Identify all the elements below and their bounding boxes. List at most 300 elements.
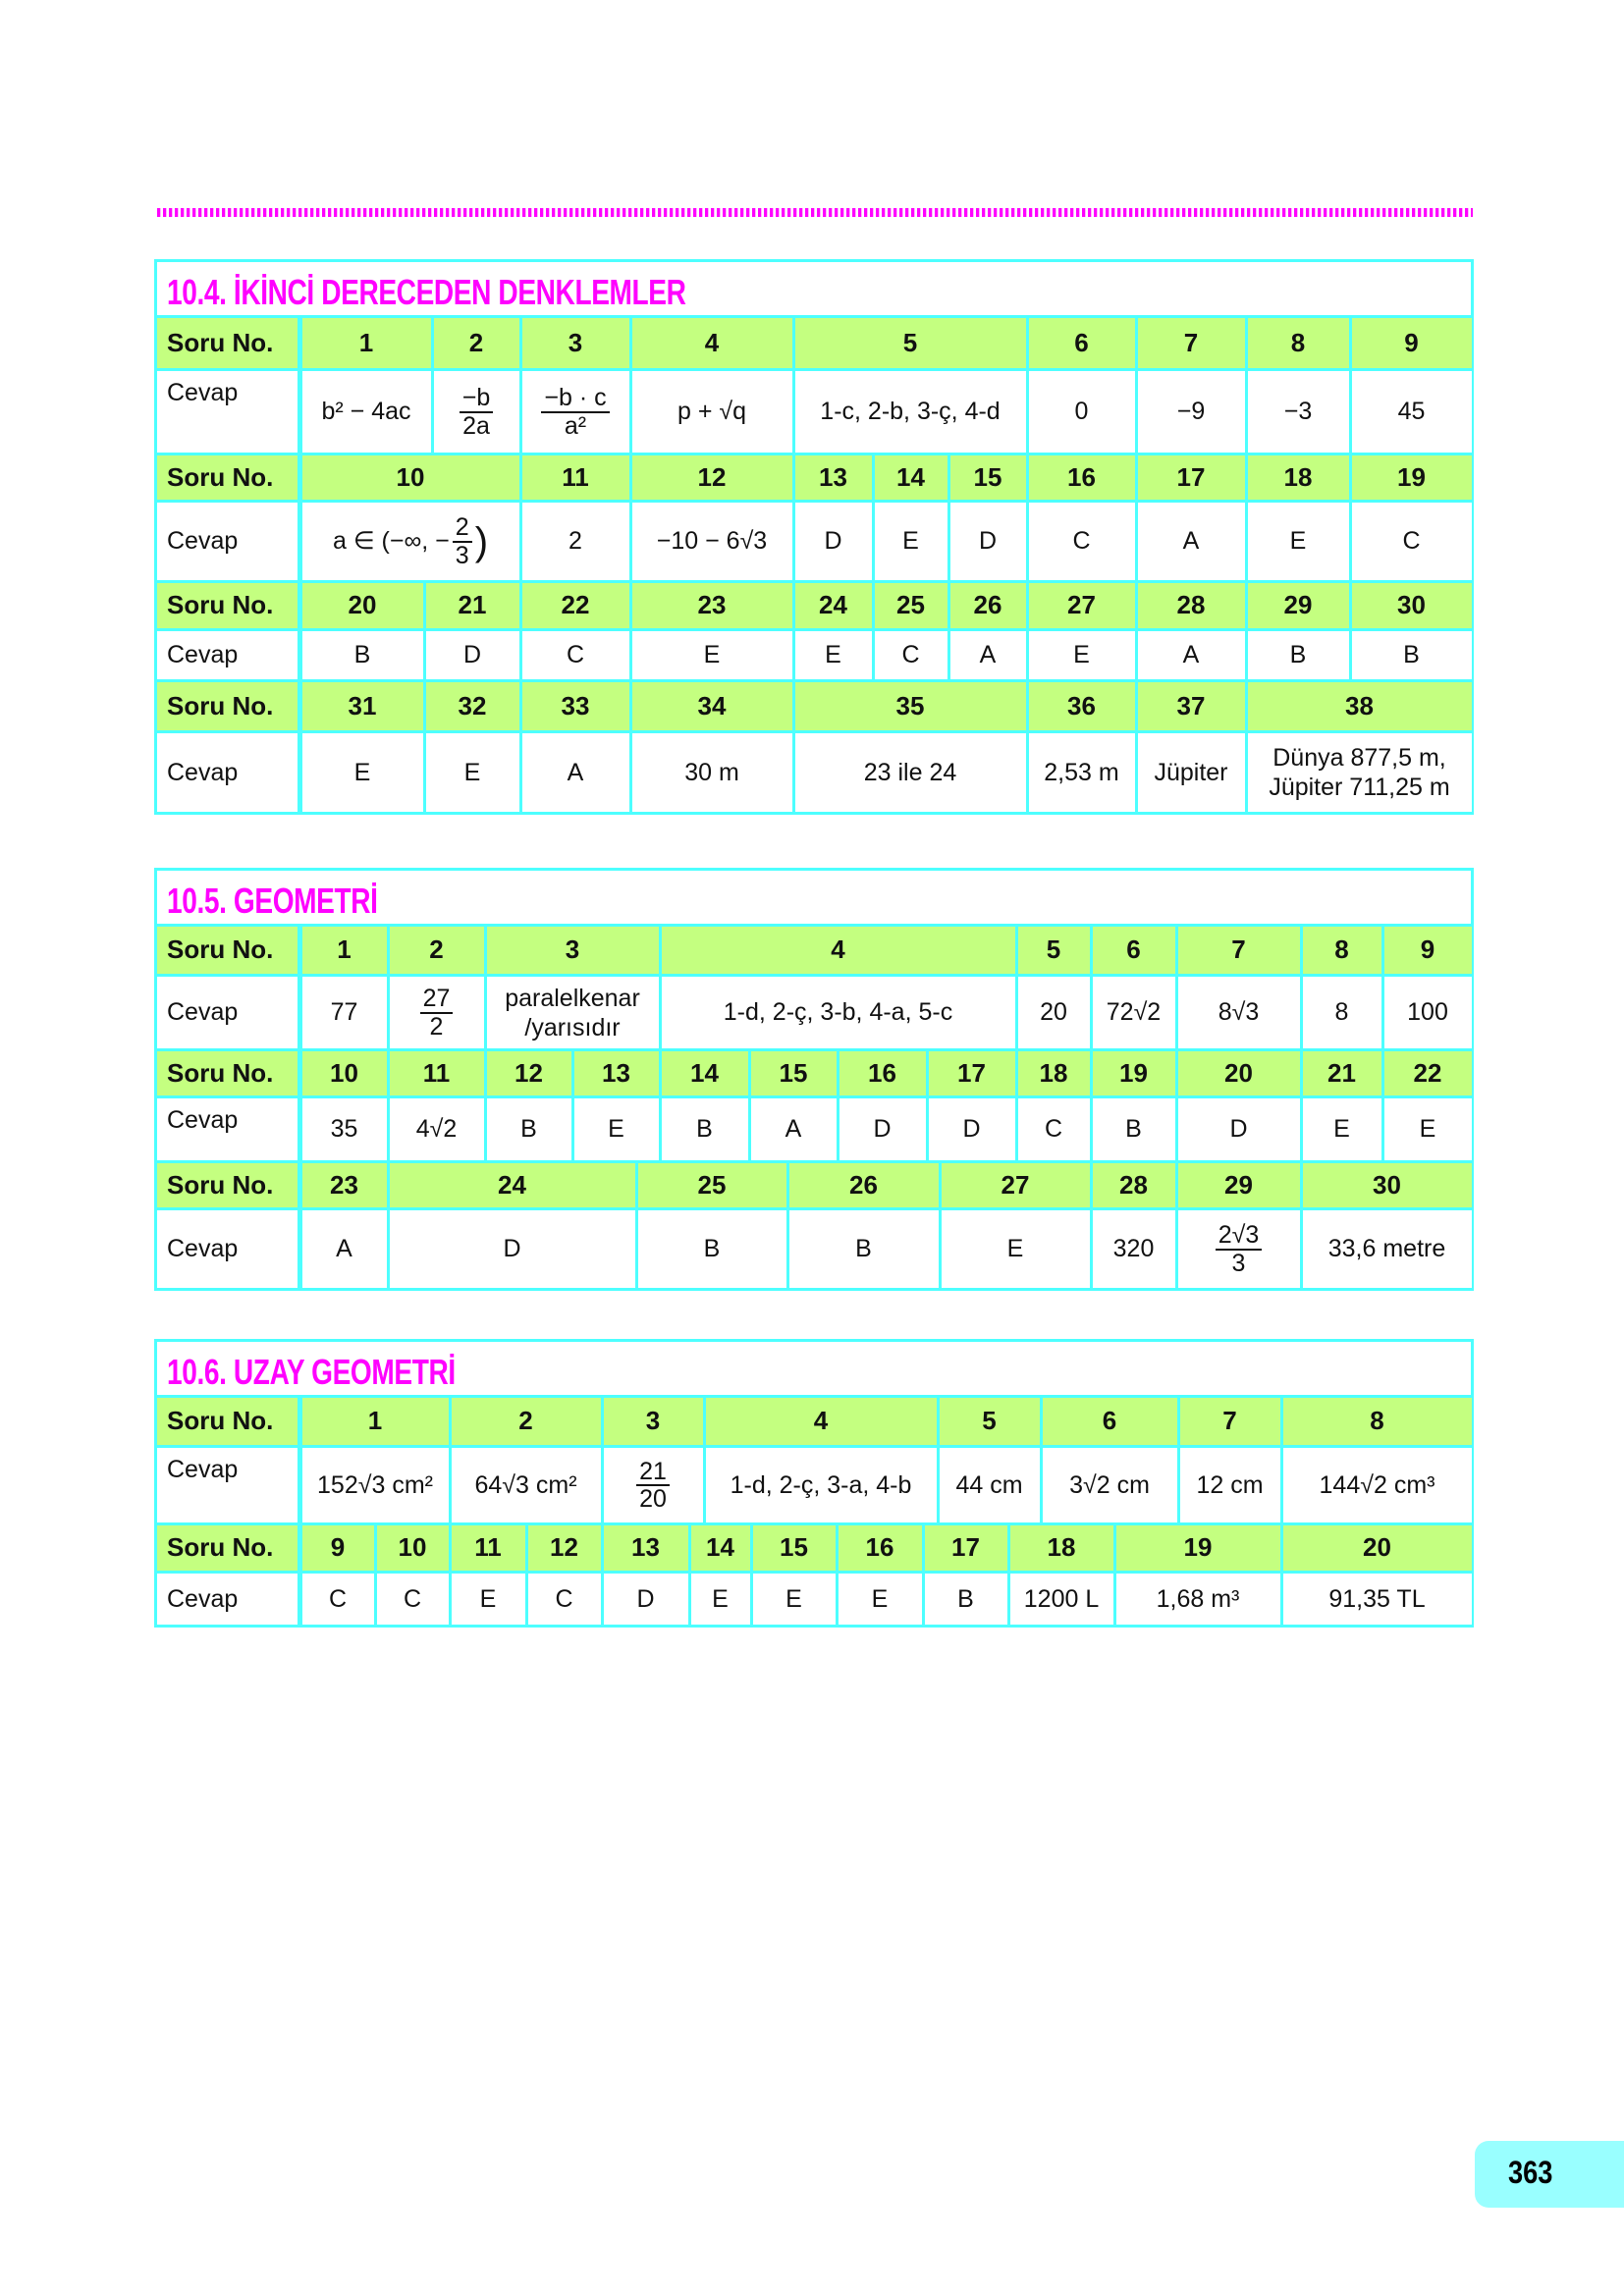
answer-text: 72√2 xyxy=(1106,998,1162,1027)
answer-cell xyxy=(632,503,792,580)
fraction-denominator: 3 xyxy=(455,541,469,569)
answer-text: 1200 L xyxy=(1023,1584,1100,1613)
question-number-text: 9 xyxy=(1404,327,1419,357)
answer-cell xyxy=(1116,1574,1280,1625)
answer-cell xyxy=(691,1574,750,1625)
answer-cell xyxy=(795,371,1026,453)
answer-text: 2 xyxy=(568,527,582,556)
question-number-text: 26 xyxy=(849,1169,878,1200)
question-number-text: 12 xyxy=(550,1532,578,1563)
question-number-row xyxy=(154,927,1474,977)
answer-row xyxy=(154,733,1474,815)
question-number xyxy=(1029,318,1135,368)
question-number-text: 18 xyxy=(1047,1532,1076,1563)
question-number-text: 5 xyxy=(1046,934,1061,965)
answer-cell xyxy=(434,371,519,453)
answer-cell xyxy=(925,1574,1007,1625)
question-number-text: 7 xyxy=(1222,1406,1237,1436)
question-number-text: 9 xyxy=(330,1532,346,1563)
question-number xyxy=(1138,682,1245,730)
page-number: 363 xyxy=(1508,2155,1553,2190)
question-number xyxy=(528,1525,601,1571)
question-number xyxy=(662,1051,748,1095)
question-number-text: 16 xyxy=(865,1532,894,1563)
answer-cell xyxy=(1180,1448,1280,1522)
question-number xyxy=(1093,1051,1175,1095)
row-label-soru-no: Soru No. xyxy=(157,1525,298,1571)
question-number xyxy=(434,318,519,368)
answer-text: B xyxy=(1289,641,1307,669)
answer-text: C xyxy=(328,1584,348,1613)
answer-cell xyxy=(302,371,431,453)
question-number-text: 1 xyxy=(367,1406,383,1436)
row-label-soru-no: Soru No. xyxy=(157,318,298,368)
question-number xyxy=(1029,583,1135,628)
answer-text: B xyxy=(855,1235,872,1263)
question-number-text: 4 xyxy=(813,1406,829,1436)
row-label-cevap: Cevap xyxy=(157,503,298,580)
answer-text: E xyxy=(1006,1235,1024,1263)
question-number xyxy=(1029,682,1135,730)
answer-text: E xyxy=(712,1584,729,1613)
answer-table-2 xyxy=(154,868,1474,1291)
answer-cell xyxy=(1248,631,1349,679)
question-number xyxy=(1116,1525,1280,1571)
fraction-denominator: 3 xyxy=(1231,1249,1246,1277)
question-number xyxy=(377,1525,449,1571)
question-number xyxy=(604,1525,688,1571)
answer-cell xyxy=(795,733,1026,812)
question-number-text: 38 xyxy=(1345,690,1374,721)
answer-text: D xyxy=(1229,1115,1248,1144)
answer-text: 100 xyxy=(1407,998,1448,1027)
answer-text: D xyxy=(503,1235,521,1263)
answer-text: Dünya 877,5 m, Jüpiter 711,25 m xyxy=(1269,744,1450,801)
answer-text: D xyxy=(962,1115,981,1144)
question-number xyxy=(632,318,792,368)
question-number xyxy=(1352,455,1472,500)
section-title-row xyxy=(157,1342,1471,1395)
question-number xyxy=(638,1163,786,1207)
question-number xyxy=(302,1051,387,1095)
answer-text: −10 − 6√3 xyxy=(656,527,768,556)
question-number xyxy=(487,1051,571,1095)
answer-cell xyxy=(1093,977,1175,1048)
question-number-text: 29 xyxy=(1283,590,1313,620)
answer-text: 77 xyxy=(330,998,358,1027)
section-title-row xyxy=(157,871,1471,924)
row-label-cevap: Cevap xyxy=(157,1448,298,1522)
answer-cell xyxy=(942,1210,1090,1288)
question-number-text: 9 xyxy=(1420,934,1435,965)
answer-text: C xyxy=(566,641,585,669)
question-number-text: 21 xyxy=(1327,1057,1356,1088)
question-number-text: 12 xyxy=(514,1057,543,1088)
answer-cell xyxy=(302,733,423,812)
answer-cell xyxy=(452,1448,601,1522)
section-title-row xyxy=(157,262,1471,315)
question-number-text: 19 xyxy=(1183,1532,1213,1563)
answer-row xyxy=(154,1098,1474,1163)
answer-cell xyxy=(632,371,792,453)
question-number-row xyxy=(154,318,1474,371)
answer-cell xyxy=(390,1210,635,1288)
question-number xyxy=(929,1051,1015,1095)
question-number-text: 20 xyxy=(1224,1057,1253,1088)
answer-cell xyxy=(706,1448,937,1522)
answer-cell xyxy=(1352,371,1472,453)
question-number xyxy=(942,1163,1090,1207)
answer-text: 8 xyxy=(1334,998,1349,1027)
question-number xyxy=(632,682,792,730)
answer-cell xyxy=(302,1574,374,1625)
fraction-numerator: 2 xyxy=(453,514,472,542)
question-number-text: 14 xyxy=(896,461,925,492)
question-number-text: 30 xyxy=(1373,1169,1401,1200)
row-label-soru-no: Soru No. xyxy=(157,1163,298,1207)
answer-cell xyxy=(950,503,1026,580)
answer-cell xyxy=(1384,1098,1472,1160)
question-number-text: 34 xyxy=(697,690,727,721)
answer-text: E xyxy=(825,641,841,669)
page-number-tab xyxy=(1475,2141,1624,2208)
question-number-text: 20 xyxy=(348,590,377,620)
question-number xyxy=(1138,318,1245,368)
question-number-text: 11 xyxy=(422,1057,451,1088)
dotted-divider xyxy=(157,208,1473,217)
question-number-text: 4 xyxy=(704,327,720,357)
question-number-text: 29 xyxy=(1224,1169,1253,1200)
question-number-text: 13 xyxy=(819,461,847,492)
answer-cell xyxy=(1283,1448,1472,1522)
question-number-text: 20 xyxy=(1363,1532,1391,1563)
question-number xyxy=(1283,1525,1472,1571)
answer-text: D xyxy=(873,1115,892,1144)
question-number xyxy=(1010,1525,1113,1571)
question-number-text: 24 xyxy=(498,1169,526,1200)
question-number-text: 25 xyxy=(896,590,925,620)
answer-text: A xyxy=(1182,527,1200,556)
answer-text: B xyxy=(520,1115,537,1144)
answer-cell xyxy=(1029,631,1135,679)
fraction xyxy=(453,514,472,568)
question-number-text: 10 xyxy=(330,1057,358,1088)
question-number-text: 23 xyxy=(330,1169,358,1200)
row-label-soru-no: Soru No. xyxy=(157,682,298,730)
answer-text: E xyxy=(785,1584,802,1613)
question-number xyxy=(1384,1051,1472,1095)
answer-text: E xyxy=(1419,1115,1436,1144)
answer-table-3 xyxy=(154,1339,1474,1628)
question-number-text: 21 xyxy=(458,590,487,620)
question-number xyxy=(522,455,629,500)
answer-text: E xyxy=(479,1584,497,1613)
question-number-text: 2 xyxy=(468,327,484,357)
question-number-row xyxy=(154,1051,1474,1098)
fraction-denominator: 20 xyxy=(639,1485,667,1513)
answer-text: D xyxy=(824,527,842,556)
answer-cell xyxy=(302,503,519,580)
answer-text: A xyxy=(785,1115,802,1144)
answer-text: A xyxy=(567,758,584,786)
row-label-cevap: Cevap xyxy=(157,733,298,812)
question-number xyxy=(795,455,872,500)
answer-cell xyxy=(426,733,519,812)
answer-text: B xyxy=(1125,1115,1142,1144)
answer-text: 152√3 cm² xyxy=(317,1470,433,1499)
answer-cell xyxy=(377,1574,449,1625)
answer-text: 320 xyxy=(1112,1235,1155,1263)
answer-cell xyxy=(839,1098,926,1160)
row-label-soru-no: Soru No. xyxy=(157,1398,298,1445)
question-number-text: 19 xyxy=(1397,461,1426,492)
answer-cell xyxy=(426,631,519,679)
question-number xyxy=(1352,318,1472,368)
row-label-cevap: Cevap xyxy=(157,631,298,679)
question-number-text: 15 xyxy=(780,1532,808,1563)
question-number xyxy=(691,1525,750,1571)
question-number xyxy=(1303,1051,1381,1095)
answer-text: B xyxy=(353,641,371,669)
question-number xyxy=(302,1525,374,1571)
answer-text: D xyxy=(636,1584,655,1613)
question-number xyxy=(390,1051,484,1095)
answer-cell xyxy=(789,1210,939,1288)
answer-row xyxy=(154,371,1474,455)
answer-row xyxy=(154,977,1474,1051)
question-number xyxy=(950,583,1026,628)
question-number xyxy=(875,583,947,628)
question-number-text: 26 xyxy=(973,590,1002,620)
question-number xyxy=(302,583,423,628)
question-number-text: 17 xyxy=(951,1532,980,1563)
question-number xyxy=(1043,1398,1177,1445)
answer-cell xyxy=(950,631,1026,679)
answer-text: Jüpiter xyxy=(1154,758,1228,786)
fraction xyxy=(636,1459,670,1513)
answer-text: C xyxy=(1044,1115,1063,1144)
answer-cell xyxy=(1138,631,1245,679)
answer-cell xyxy=(1138,733,1245,812)
answer-text: p + √q xyxy=(677,398,747,426)
answer-text: B xyxy=(957,1584,974,1613)
answer-cell xyxy=(1303,1210,1472,1288)
question-number xyxy=(925,1525,1007,1571)
question-number xyxy=(1248,318,1349,368)
question-number xyxy=(940,1398,1040,1445)
fraction-numerator: 21 xyxy=(636,1459,670,1486)
question-number-text: 3 xyxy=(565,934,580,965)
question-number xyxy=(839,1051,926,1095)
question-number-text: 24 xyxy=(819,590,847,620)
question-number xyxy=(302,1163,387,1207)
section-title: 10.6. UZAY GEOMETRİ xyxy=(167,1352,456,1392)
answer-text: E xyxy=(902,527,919,556)
answer-cell xyxy=(1178,1210,1300,1288)
answer-cell xyxy=(302,1210,387,1288)
question-number xyxy=(1029,455,1135,500)
answer-cell xyxy=(662,977,1015,1048)
answer-cell xyxy=(1352,503,1472,580)
row-label-cevap: Cevap xyxy=(157,1098,298,1160)
answer-cell xyxy=(929,1098,1015,1160)
question-number xyxy=(1178,1163,1300,1207)
question-number-text: 11 xyxy=(474,1532,502,1563)
answer-text: 44 cm xyxy=(955,1470,1023,1499)
answer-text: E xyxy=(1289,527,1307,556)
question-number xyxy=(1248,583,1349,628)
question-number-text: 17 xyxy=(957,1057,986,1088)
answer-cell xyxy=(302,631,423,679)
question-number-text: 2 xyxy=(518,1406,533,1436)
question-number xyxy=(1283,1398,1472,1445)
answer-text: B xyxy=(1403,641,1420,669)
question-number-text: 31 xyxy=(348,690,377,721)
question-number-text: 1 xyxy=(358,327,374,357)
question-number xyxy=(753,1525,836,1571)
question-number xyxy=(632,455,792,500)
answer-text: C xyxy=(1072,527,1091,556)
question-number xyxy=(950,455,1026,500)
answer-text: 4√2 xyxy=(415,1115,458,1144)
question-number-text: 2 xyxy=(429,934,444,965)
question-number-text: 11 xyxy=(562,461,589,492)
answer-text: 23 ile 24 xyxy=(863,758,957,786)
answer-text: paralelkenar /yarısıdır xyxy=(505,984,640,1041)
answer-text: 20 xyxy=(1040,998,1067,1027)
row-label-cevap: Cevap xyxy=(157,1210,298,1288)
question-number-text: 7 xyxy=(1231,934,1246,965)
question-number-text: 37 xyxy=(1176,690,1206,721)
question-number xyxy=(1384,927,1472,974)
question-number xyxy=(875,455,947,500)
question-number xyxy=(1093,1163,1175,1207)
question-number xyxy=(795,583,872,628)
question-number xyxy=(632,583,792,628)
question-number xyxy=(426,682,519,730)
answer-cell xyxy=(390,1098,484,1160)
answer-cell xyxy=(1029,503,1135,580)
answer-text: 30 m xyxy=(684,758,739,786)
answer-row xyxy=(154,503,1474,583)
question-number xyxy=(390,1163,635,1207)
question-number xyxy=(1248,455,1349,500)
question-number-text: 6 xyxy=(1102,1406,1117,1436)
answer-cell xyxy=(1178,1098,1300,1160)
answer-cell xyxy=(390,977,484,1048)
answer-cell xyxy=(638,1210,786,1288)
answer-row xyxy=(154,1574,1474,1628)
answer-cell xyxy=(839,1574,922,1625)
question-number-text: 22 xyxy=(1413,1057,1442,1088)
question-number-text: 32 xyxy=(458,690,487,721)
question-number-text: 15 xyxy=(779,1057,808,1088)
question-number xyxy=(1248,682,1472,730)
question-number-text: 1 xyxy=(337,934,352,965)
question-number-text: 10 xyxy=(398,1532,427,1563)
question-number-row xyxy=(154,1525,1474,1574)
answer-text: 12 cm xyxy=(1196,1470,1264,1499)
question-number-text: 3 xyxy=(568,327,583,357)
question-number-text: 5 xyxy=(902,327,918,357)
math-suffix: ) xyxy=(474,519,489,563)
question-number-text: 19 xyxy=(1119,1057,1148,1088)
question-number xyxy=(452,1398,601,1445)
answer-text: E xyxy=(1333,1115,1350,1144)
question-number xyxy=(302,1398,449,1445)
answer-cell xyxy=(940,1448,1040,1522)
answer-text: C xyxy=(901,641,920,669)
question-number-text: 16 xyxy=(1067,461,1096,492)
answer-row xyxy=(154,1210,1474,1291)
answer-text: 144√2 cm³ xyxy=(1319,1470,1435,1499)
question-number xyxy=(522,682,629,730)
answer-row xyxy=(154,631,1474,682)
question-number-row xyxy=(154,1163,1474,1210)
question-number xyxy=(1093,927,1175,974)
answer-table-1 xyxy=(154,259,1474,815)
row-label-soru-no: Soru No. xyxy=(157,455,298,500)
answer-cell xyxy=(1283,1574,1472,1625)
answer-cell xyxy=(487,977,659,1048)
question-number xyxy=(390,927,484,974)
fraction-denominator: a² xyxy=(564,411,587,440)
answer-cell xyxy=(875,631,947,679)
question-number xyxy=(1178,927,1300,974)
fraction xyxy=(541,385,609,439)
fraction xyxy=(420,986,454,1040)
question-number xyxy=(1138,583,1245,628)
question-number-text: 6 xyxy=(1126,934,1141,965)
question-number-text: 25 xyxy=(697,1169,727,1200)
question-number-text: 12 xyxy=(697,461,727,492)
question-number-text: 23 xyxy=(697,590,727,620)
question-number xyxy=(662,927,1015,974)
answer-cell xyxy=(795,631,872,679)
answer-text: 8√3 xyxy=(1218,998,1260,1027)
question-number-text: 7 xyxy=(1183,327,1199,357)
answer-text: 1,68 m³ xyxy=(1156,1584,1240,1613)
answer-cell xyxy=(1018,1098,1090,1160)
question-number xyxy=(522,318,629,368)
question-number xyxy=(751,1051,837,1095)
answer-text: −9 xyxy=(1176,398,1206,426)
question-number xyxy=(1180,1398,1280,1445)
answer-text: A xyxy=(336,1235,352,1263)
question-number-row xyxy=(154,455,1474,503)
question-number-text: 14 xyxy=(706,1532,734,1563)
question-number xyxy=(302,318,431,368)
answer-cell xyxy=(528,1574,601,1625)
section-title: 10.5. GEOMETRİ xyxy=(167,881,378,921)
answer-text: b² − 4ac xyxy=(321,398,411,426)
fraction-numerator: 2√3 xyxy=(1216,1222,1263,1250)
answer-cell xyxy=(302,1448,449,1522)
answer-cell xyxy=(1043,1448,1177,1522)
answer-text: 1-d, 2-ç, 3-a, 4-b xyxy=(730,1470,912,1499)
answer-cell xyxy=(1178,977,1300,1048)
answer-cell xyxy=(302,977,387,1048)
question-number xyxy=(839,1525,922,1571)
question-number xyxy=(1018,1051,1090,1095)
answer-cell xyxy=(1303,1098,1381,1160)
answer-row xyxy=(154,1448,1474,1525)
answer-text: E xyxy=(463,758,481,786)
question-number-text: 36 xyxy=(1067,690,1096,721)
question-number xyxy=(795,682,1026,730)
answer-text: 1-c, 2-b, 3-ç, 4-d xyxy=(820,398,1001,426)
answer-cell xyxy=(604,1574,688,1625)
